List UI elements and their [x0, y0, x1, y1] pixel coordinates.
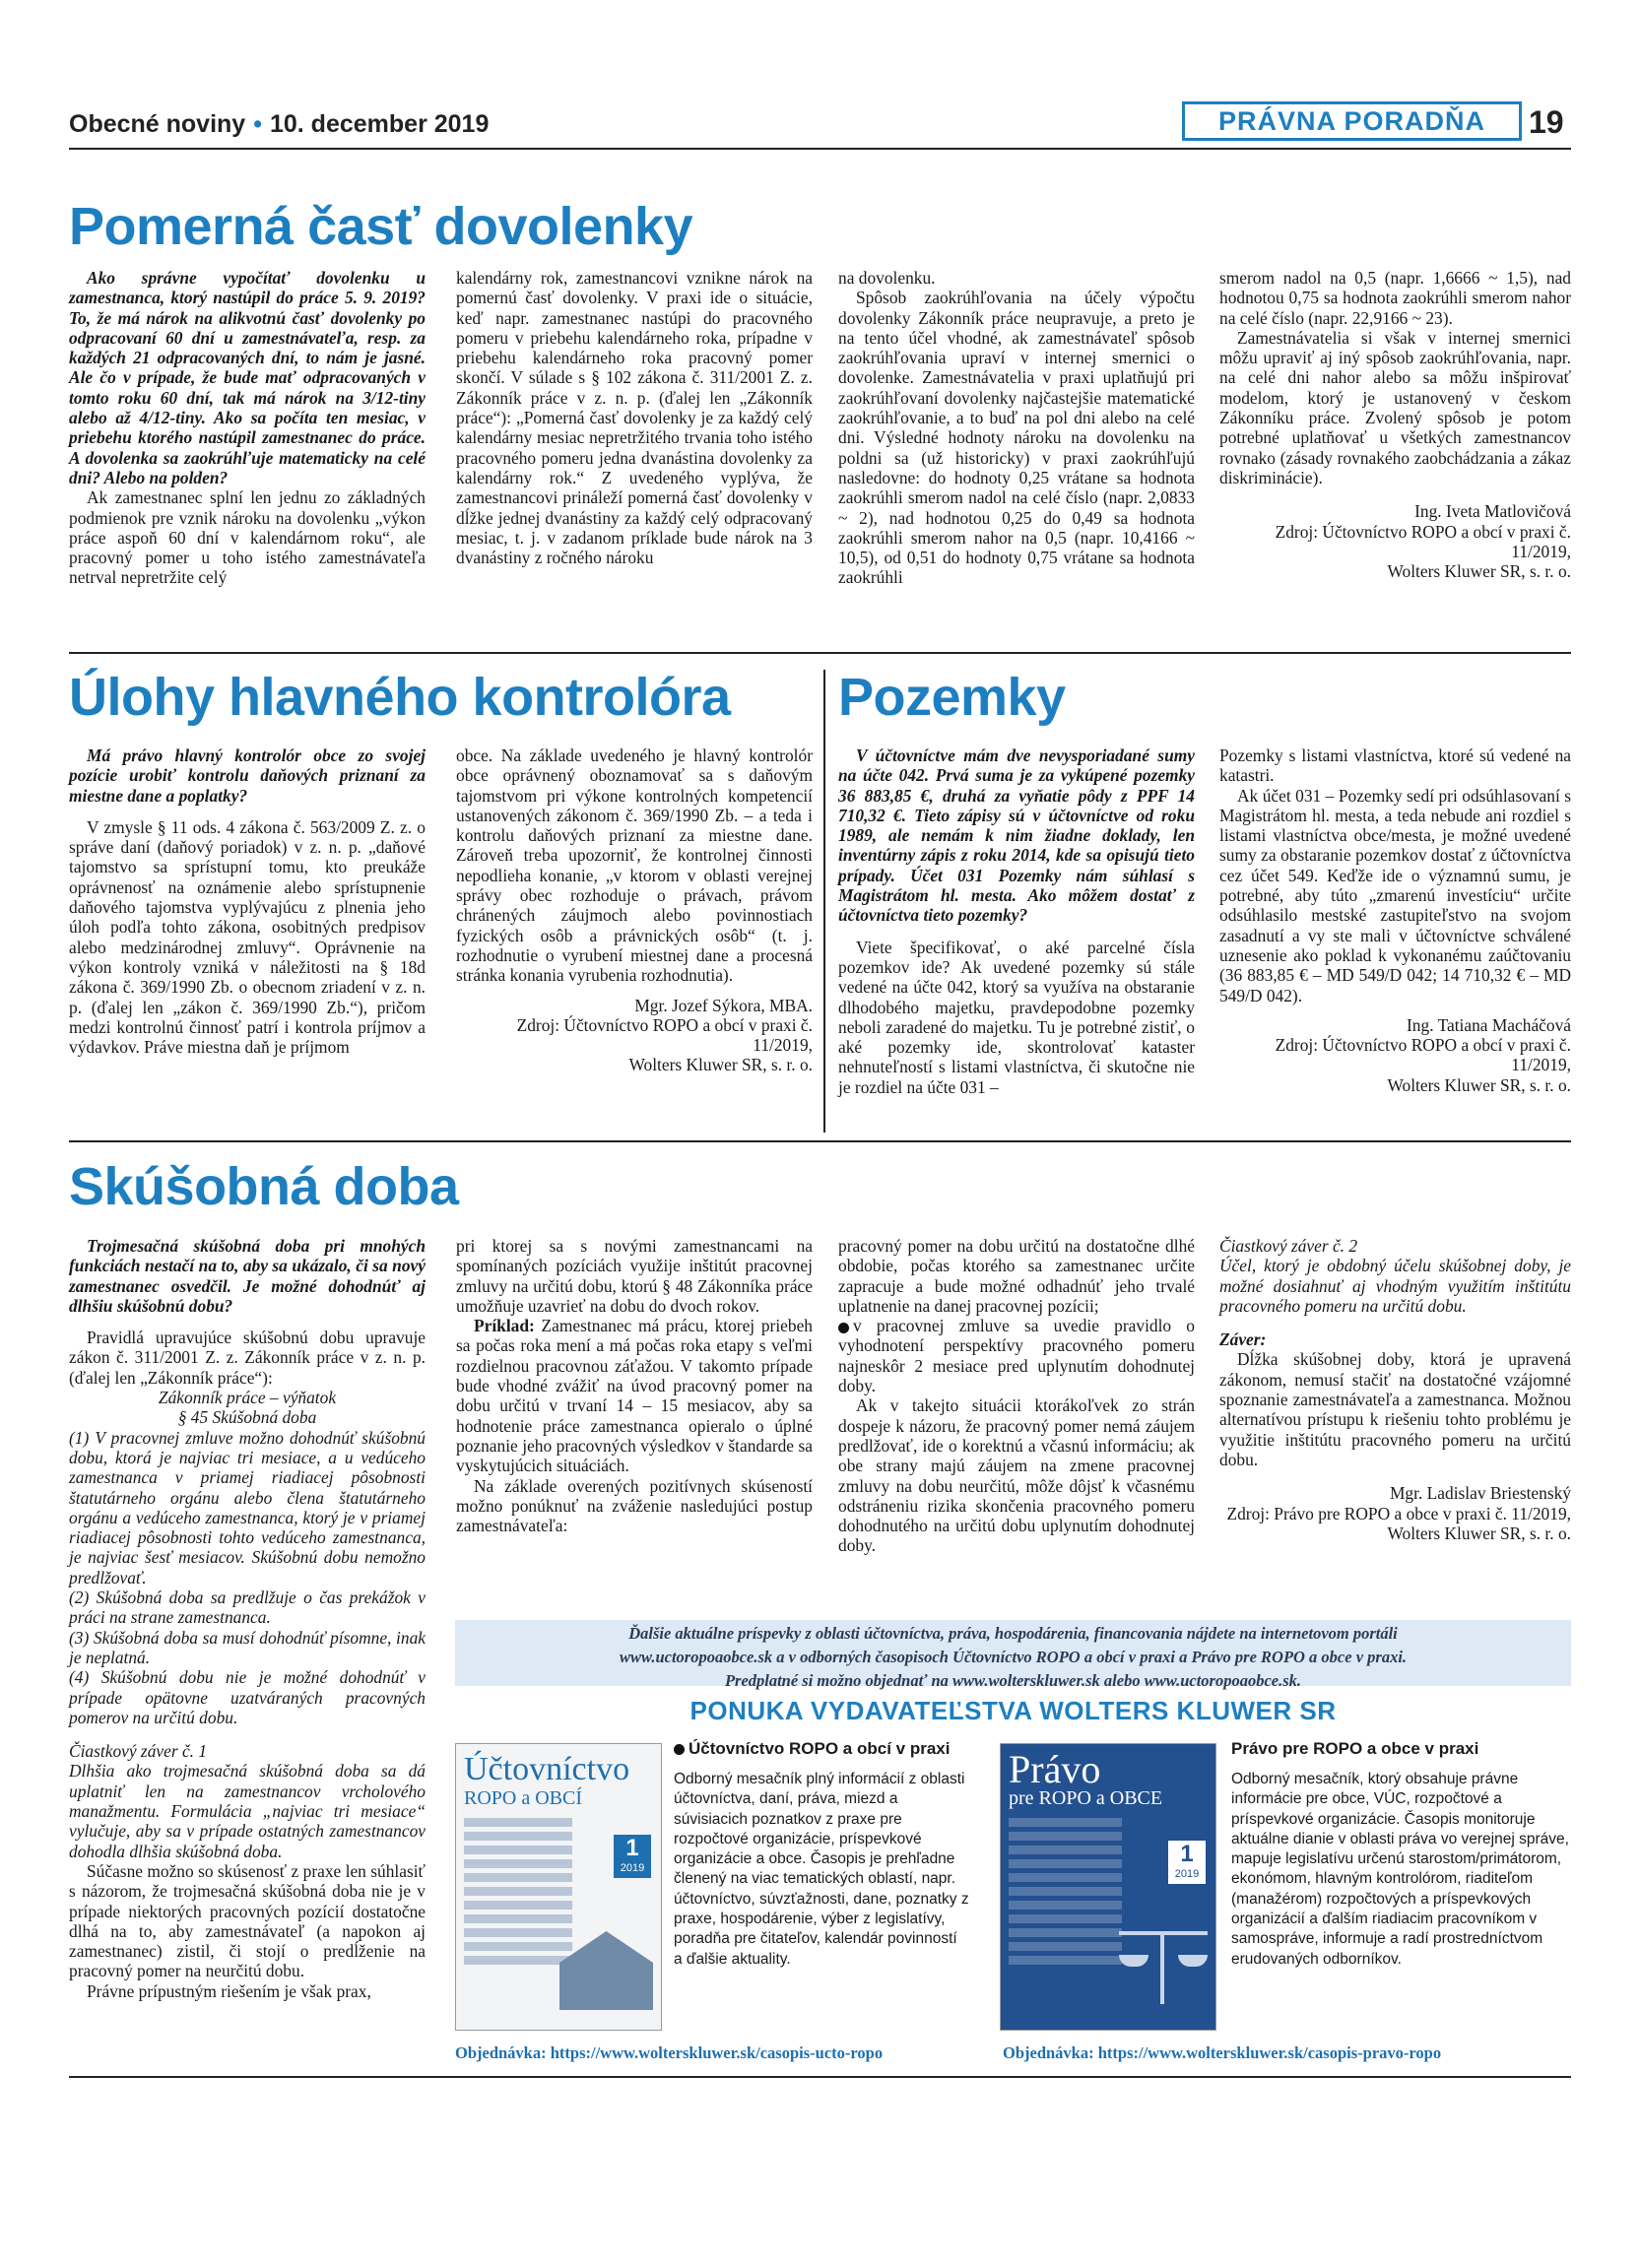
offer-heading: PONUKA VYDAVATEĽSTVA WOLTERS KLUWER SR [689, 1696, 1337, 1725]
article-column [456, 268, 813, 567]
header-rule [69, 148, 1571, 150]
author: Mgr. Jozef Sýkora, MBA. [634, 995, 813, 1015]
footer-rule [69, 2076, 1571, 2078]
section-divider [69, 652, 1571, 654]
paragraph: obce. Na základe uvedeného je hlavný kontrolór obce oprávnený oboznamovať sa s daňovým tajomstvom pri výkone kontrolných kompetencií ustanovených zákonom č. 369/1990 Zb. – a teda i kontrolu daňových priznaní za miestne dane. Zároveň treba upozorniť, že kontrolnej činnosti nepodlieha konanie, „v ktorom v oblasti verejnej správy obec rozhoduje o právach, právom chránených záujmoch alebo povinnostiach fyzických osôb a právnických osôb“ (t. j. rozhodnutie o vyrubení miestnej dane a procesná stránka konania vyrubenia rozhodnutia). [456, 745, 813, 986]
cover-subtitle: ROPO a OBCÍ [464, 1787, 583, 1809]
source: Zdroj: Účtovníctvo ROPO a obcí v praxi č. 11/2019, [516, 1014, 813, 1056]
paragraph: Zamestnanec má prácu, ktorej priebeh sa počas roka mení a má počas roka etapy s veľmi rozdielnou pracovnou záťažou. V takomto prípade bude vhodné zvážiť na úvod pracovný pomer na dobu určitú v trvaní 14 – 15 mesiacov, aby sa hodnotenie práce zamestnanca opieralo o úplné poznanie jeho pracovných výsledkov v štandarde sa vyskytujúcich situáciách. [456, 1316, 813, 1476]
article-column [69, 745, 426, 1057]
page-number: 19 [1529, 104, 1564, 140]
source: Zdroj: Účtovníctvo ROPO a obcí v praxi č. 11/2019, [1275, 1035, 1571, 1075]
order-link[interactable]: Objednávka: https://www.wolterskluwer.sk/casopis-ucto-ropo [455, 2043, 884, 2062]
article-title: Úlohy hlavného kontrolóra [69, 668, 731, 727]
paragraph: Viete špecifikovať, o aké parcelné čísla pozemkov ide? Ak uvedené pozemky sú stále vedené na účte 042, ktorý sa využíva na obstaranie dlhodobého majetku, pravdepodobne pozemky neboli zaradené do majetku. Tu je potrebné zistiť, o aké pozemky ide, skontrolovať kataster nehnuteľností s listami vlastníctva, či skutočne nie je rozdiel na účte 031 – [838, 937, 1195, 1097]
cover-issue-badge [614, 1835, 651, 1878]
product-description: Odborný mesačník, ktorý obsahuje právne informácie pre obce, VÚC, rozpočtové a príspevkové organizácie. Časopis monitoruje aktuálne dianie v oblasti práva vo verejnej správe, mapuje legislatívu určenú starostom/primátorom, ekonómom, hlavným kontrolórom, riaditeľom (manažérom) rozpočtových a príspevkových organizácií a ďalším riadiacim pracovníkom v samospráve, informuje a radí prostredníctvom erudovaných odborníkov. [1231, 1771, 1569, 1968]
product-info [674, 1738, 969, 1970]
law-text: (3) Skúšobná doba sa musí dohodnúť písomne, inak je neplatná. [69, 1627, 426, 1667]
publisher: Wolters Kluwer SR, s. r. o. [1387, 1074, 1571, 1095]
paragraph: pri ktorej sa s novými zamestnancami na spomínaných pozíciách využije inštitút pracovnej zmluvy na určitú dobu, ktorú § 48 Zákonníka práce umožňuje uzavrieť na dobu do dvoch rokov. [456, 1236, 813, 1316]
article-lead: Trojmesačná skúšobná doba pri mnohých funkciách nestačí na to, aby sa ukázalo, či sa nový zamestnanec osvedčil. Je možné dohodnúť aj dlhšiu skúšobnú dobu? [69, 1236, 426, 1316]
article-title: Pozemky [838, 668, 1066, 727]
paper-name: Obecné noviny [69, 110, 246, 138]
conclusion-text: Dĺžka skúšobnej doby, ktorá je upravená zákonom, nemusí stačiť na dostatočné vzájomné spoznanie zamestnávateľa a zamestnanca. Možnou alternatívou prístupu k riešeniu tohto problému je využitie inštitútu pracovného pomeru na určitú dobu. [1219, 1349, 1571, 1469]
subconclusion-text: Účel, ktorý je obdobný účelu skúšobnej doby, je možné dosiahnuť aj vhodným využitím inštitútu pracovného pomeru na určitú dobu. [1219, 1256, 1571, 1316]
paragraph: Zamestnávatelia si však v internej smernici môžu upraviť aj iný spôsob zaokrúhľovania, napr. na celé dni nahor alebo sa môžu inšpirovať modelom, ktorý je ustanovený v českom Zákonníku práce. Zvolený spôsob je potom potrebné uplatňovať u všetkých zamestnancov rovnako (zásady rovnakého zaobchádzania a zákaz diskriminácie). [1219, 327, 1571, 487]
paragraph: Ak zamestnanec splní len jednu zo základných podmienok pre vznik nároku na dovolenku „výkon práce aspoň 60 dní v kalendárnom roku“, ale pracovný pomer u toho istého zamestnávateľa netrval nepretržite celý [69, 487, 426, 588]
paragraph: Spôsob zaokrúhľovania na účely výpočtu dovolenky Zákonník práce neupravuje, a preto je na tento účel vhodné, ak zamestnávateľ spôsob zaokrúhľovania upraví v internej smernici o dovolenke. Zamestnávatelia v praxi uplatňujú pri zaokrúhľovaní dovolenky najčastejšie matematické zaokrúhľovanie, a to buď na pol dni alebo na celé dni. Výsledné hodnoty nároku na dovolenku na poldni sa (už historicky) v praxi zaokrúhľujú nasledovne: do hodnoty 0,25 vrátane sa hodnota zaokrúhli smerom nadol na celé číslo (napr. 2,0833 ~ 2), nad hodnotou 0,25 do 0,49 sa hodnota zaokrúhli smerom nahor na 0,5 (napr. 10,4166 ~ 10,5), od 0,51 do hodnoty 0,75 vrátane sa hodnota zaokrúhli [838, 288, 1195, 588]
product-name: Účtovníctvo ROPO a obcí v praxi [689, 1739, 951, 1758]
paragraph: Pozemky s listami vlastníctva, ktoré sú vedené na katastri. [1219, 745, 1571, 786]
subconclusion-text: Dlhšia ako trojmesačná skúšobná doba sa dá uplatniť len na zamestnancov vrcholového manažmentu. Formulácia „najviac tri mesiace“ vylučuje, aby sa v prípade ostatných zamestnancov dohodla dlhšia skúšobná doba. [69, 1761, 426, 1861]
paragraph: V zmysle § 11 ods. 4 zákona č. 563/2009 Z. z. o správe daní (daňový poriadok) v z. n. p. „daňové tajomstvo sa sprístupní tomu, kto preukáže oprávnenosť na oznámenie alebo sprístupnenie daňového tajomstva vyplývajúcu z plnenia jeho úloh podľa tohto zákona, osobitných predpisov alebo medzinárodnej zmluvy“. Oprávnenie na výkon kontroly vzniká v náležitosti na § 18d zákona č. 369/1990 Zb. o obecnom zriadení v z. n. p. (ďalej len „zákon č. 369/1990 Zb.“), pričom medzi kontrolnú činnosť patrí i kontrola príjmov a výdavkov. Práve miestna daň je príjmom [69, 816, 426, 1058]
paragraph: v pracovnej zmluve sa uvedie pravidlo o vyhodnotení perspektívy pracovného pomeru najneskôr 2 mesiace pred uplynutím dohodnutej doby. [838, 1316, 1195, 1396]
paragraph: Súčasne možno so skúsenosť z praxe len súhlasiť s názorom, že trojmesačná skúšobná doba nie je v prípade niektorých pracovných pozícií dostatočne dlhá na to, aby zamestnávateľ (a napokon aj zamestnanec) zistil, či stojí o predĺženie na pracovný pomer na neurčitú dobu. [69, 1860, 426, 1981]
order-link[interactable]: Objednávka: https://www.wolterskluwer.sk/casopis-pravo-ropo [1003, 2043, 1442, 2062]
promo-line: Predplatné si možno objednať na www.wolterskluwer.sk alebo www.uctoropoaobce.sk. [724, 1671, 1302, 1690]
article-lead: Ako správne vypočítať dovolenku u zamestnanca, ktorý nastúpil do práce 5. 9. 2019? To, že má nárok na alikvotnú časť dovolenky po odpracovaní 60 dní u zamestnávateľa, resp. za každých 21 odpracovaných dní, to nám je jasné. Ale čo v prípade, že bude mať odpracovaných v tomto roku 60 dní, tak má nárok na 3/12-tiny alebo až 4/12-tiny. Ako sa počíta ten mesiac, v priebehu ktorého nastúpil zamestnanec do práce. A dovolenka sa zaokrúhľuje matematicky na celé dni? Alebo na polden? [69, 268, 426, 487]
example-label: Príklad: [474, 1316, 535, 1336]
article-title: Pomerná časť dovolenky [69, 197, 693, 256]
scales-illustration-icon [1119, 1931, 1208, 2009]
author: Mgr. Ladislav Briestenský [1389, 1483, 1571, 1504]
author: Ing. Iveta Matlovičová [1414, 501, 1571, 522]
cover-year: 2019 [1174, 1868, 1200, 1880]
paragraph: Právne prípustným riešením je však prax, [87, 1980, 371, 2001]
section-label: PRÁVNA PORADŇA [1182, 101, 1522, 141]
article-column [69, 268, 426, 588]
article-column [838, 1236, 1195, 1556]
subconclusion-heading: Čiastkový záver č. 1 [69, 1741, 208, 1762]
paragraph: Na základe overených pozitívnych skúseností možno ponúknuť na zváženie nasledujúci postup zamestnávateľa: [456, 1475, 813, 1536]
cover-year: 2019 [620, 1862, 645, 1874]
promo-line: Ďalšie aktuálne príspevky z oblasti účtovníctva, práva, hospodárenia, financovania nájdete na internetovom portáli [628, 1624, 1398, 1643]
paragraph: na dovolenku. [838, 268, 936, 288]
cover-title: Právo [1009, 1747, 1101, 1791]
article-column [1219, 268, 1571, 581]
product-info [1231, 1738, 1571, 1970]
cover-title: Účtovníctvo [464, 1751, 630, 1787]
paragraph: Ak v takejto situácii ktorákoľvek zo strán dospeje k názoru, že pracovný pomer nemá záujem predlžovať, ide o korektnú a včasnú informáciu; ak obe strany majú záujem na zmene pracovnej zmluvy na dobu neurčitú, môže dôjsť k včasnému odstráneniu rizika skončenia pracovného pomeru dohodnutého na určitú dobu uplynutím dohodnutej doby. [838, 1395, 1195, 1556]
bullet-icon [838, 1323, 849, 1333]
cover-issue: 1 [1180, 1841, 1194, 1867]
publisher: Wolters Kluwer SR, s. r. o. [628, 1055, 813, 1075]
magazine-cover-ucto [455, 1743, 662, 2031]
article-column [838, 745, 1195, 1097]
promo-box [455, 1620, 1571, 1690]
article-column [69, 1236, 426, 2001]
law-text: (2) Skúšobná doba sa predlžuje o čas prekážok v práci na strane zamestnanca. [69, 1588, 426, 1628]
column-divider [823, 670, 825, 1133]
subconclusion-heading: Čiastkový záver č. 2 [1219, 1236, 1358, 1256]
conclusion-heading: Záver: [1219, 1329, 1267, 1350]
paragraph: smerom nadol na 0,5 (napr. 1,6666 ~ 1,5), nad hodnotou 0,75 sa hodnota zaokrúhli smerom nahor na celé číslo (napr. 22,9166 ~ 23). [1219, 268, 1571, 328]
cover-subtitle: pre ROPO a OBCE [1009, 1787, 1163, 1809]
publisher: Wolters Kluwer SR, s. r. o. [1387, 1523, 1571, 1543]
article-column [456, 745, 813, 1075]
separator-dot: • [253, 110, 262, 138]
source: Zdroj: Právo pre ROPO a obce v praxi č. 11/2019, [1226, 1503, 1571, 1523]
law-section: § 45 Skúšobná doba [177, 1407, 317, 1428]
paragraph: pracovný pomer na dobu určitú na dostatočne dlhé obdobie, počas ktorého sa zamestnanec určite zapracuje a bude možné odhadnúť jeho trvalé uplatnenie na danej pracovnej pozícii; [838, 1236, 1195, 1316]
law-text: (1) V pracovnej zmluve možno dohodnúť skúšobnú dobu, ktorá je najviac tri mesiace, a u vedúceho zamestnanca v priamej riadiacej pôsobnosti štatutárneho orgánu alebo člena štatutárneho orgánu a vedúceho zamestnanca, ktorý je v priamej riadiacej pôsobnosti tohto vedúceho zamestnanca, je najviac šesť mesiacov. Skúšobnú dobu nemožno predlžovať. [69, 1427, 426, 1588]
product-name: Právo pre ROPO a obce v praxi [1231, 1739, 1479, 1758]
source: Zdroj: Účtovníctvo ROPO a obcí v praxi č. 11/2019, [1275, 521, 1571, 561]
article-column [838, 268, 1195, 588]
paragraph: Ak účet 031 – Pozemky sedí pri odsúhlasovaní s Magistrátom hl. mesta, a teda nebude ani rozdiel s listami vlastníctva obce/mesta, je možné uvedené sumy za obstaranie pozemkov dostať z účtovníctva cez účet 549. Keďže ide o významnú sumu, je potrebné, aby túto „zmarenú investíciu“ určite odsúhlasilo mestské zastupiteľstvo na svojom zasadnutí a vy ste mali v účtovníctve schválené uznesenie ako poklad k vykonanému zaúčtovaniu (36 883,85 € – MD 549/D 042; 14 710,32 € – MD 549/D 042). [1219, 785, 1571, 1005]
bullet-icon [674, 1744, 685, 1755]
article-column [456, 1236, 813, 1535]
product-description: Odborný mesačník plný informácií z oblasti účtovníctva, daní, práva, miezd a súvisiacich poznatkov z praxe pre rozpočtové organizácie, príspevkové organizácie a obce. Časopis je prehľadne členený na viac tematických oblastí, napr. účtovníctvo, súvzťažnosti, dane, poznatky z praxe, hospodárenie, výber z legislatívy, poradňa pre čitateľov, kalendár povinností a ďalšie aktuality. [674, 1771, 969, 1968]
paragraph: Pravidlá upravujúce skúšobnú dobu upravuje zákon č. 311/2001 Z. z. Zákonník práce v z. n. p. (ďalej len „Zákonník práce“): [69, 1328, 426, 1388]
article-lead: V účtovníctve mám dve nevysporiadané sumy na účte 042. Prvá suma je za vykúpené pozemky 36 883,85 €, druhá za vyňatie pôdy z PPF 14 710,32 €. Tieto zápisy sú v účtovníctve od roku 1989, ale nemám k nim žiadne doklady, len inventúrny zápis z roku 2014, kde sa opisujú tieto prípady. Účet 031 Pozemky nám súhlasí s Magistrátom hl. mesta. Ako môžem dostať z účtovníctva tieto pozemky? [838, 745, 1195, 926]
article-lead: Má právo hlavný kontrolór obce zo svojej pozície urobiť kontrolu daňových priznaní za miestne dane a poplatky? [69, 745, 426, 806]
magazine-cover-pravo [1000, 1743, 1216, 2031]
section-divider [69, 1140, 1571, 1142]
law-text: (4) Skúšobnú dobu nie je možné dohodnúť v prípade opätovne uzatváraných pracovných pomerov na určitú dobu. [69, 1667, 426, 1727]
page-header [69, 110, 489, 139]
publisher: Wolters Kluwer SR, s. r. o. [1387, 561, 1571, 582]
author: Ing. Tatiana Macháčová [1407, 1014, 1571, 1035]
article-title: Skúšobná doba [69, 1157, 459, 1216]
house-illustration-icon [559, 1931, 653, 2010]
article-column [1219, 745, 1571, 1095]
paragraph: kalendárny rok, zamestnancovi vznikne nárok na pomernú časť dovolenky. V praxi ide o situácie, keď napr. zamestnanec nastúpi do pracovného pomeru v priebehu kalendárneho roka, prípadne v priebehu kalendárneho roka pracovný pomer skončí. V súlade s § 102 zákona č. 311/2001 Z. z. Zákonník práce v z. n. p. (ďalej len „Zákonník práce“): „Pomerná časť dovolenky je za každý celý kalendárny mesiac nepretržitého trvania toho istého pracovného pomeru jedna dvanástina dovolenky za kalendárny rok.“ Z uvedeného vyplýva, že zamestnancovi prináleží pomerná časť dovolenky v dĺžke jednej dvanástiny za každý celý odpracovaný mesiac, t. j. v zadanom príklade bude nárok na 3 dvanástiny z ročného nároku [456, 268, 813, 568]
law-heading: Zákonník práce – výňatok [158, 1388, 337, 1408]
cover-contents [464, 1818, 572, 1965]
cover-issue: 1 [625, 1835, 639, 1861]
cover-contents [1009, 1818, 1122, 1965]
cover-issue-badge [1168, 1841, 1206, 1884]
article-column [1219, 1236, 1571, 1543]
promo-line: www.uctoropoaobce.sk a v odborných časopisoch Účtovníctvo ROPO a obcí v praxi a Právo pre ROPO a obce v praxi. [619, 1648, 1408, 1666]
issue-date: 10. december 2019 [269, 110, 490, 138]
